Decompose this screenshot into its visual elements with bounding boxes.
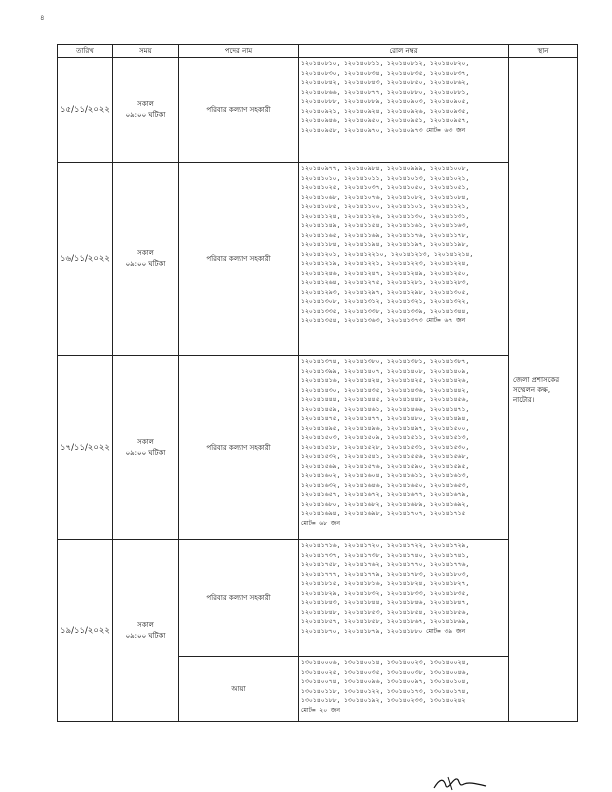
table-row	[58, 58, 578, 163]
time-period: সকাল	[137, 100, 154, 108]
table-row	[58, 163, 578, 356]
time-period: সকাল	[137, 620, 154, 629]
page-number: ৪	[40, 14, 45, 22]
post-name: আয়া	[179, 657, 299, 722]
roll-numbers	[299, 163, 509, 356]
post-name: পরিবার কল্যাণ সহকারী	[179, 58, 299, 163]
time-clock: ০৯:০০ ঘটিকা	[125, 448, 166, 457]
header-date: তারিখ	[58, 45, 113, 58]
post-name: পরিবার কল্যাণ সহকারী	[179, 163, 299, 356]
table-row	[58, 540, 578, 657]
exam-time	[113, 356, 179, 540]
roll-list: ১২০১৪১৩৭৪, ১২০১৪১৩৮০, ১২০১৪১৩৮১, ১২০১৪১৩৮৭, ১২০১৪১৩৯৯, ১২০১৪১৪০৭, ১২০১৪১৪০৮, ১২০১৪১৪০৯, ১২০১৪১৪১৬, ১২০১৪১৪২৪, ১২০১৪১৪২৫, ১২০১৪১৪২৬, ১২০১৪১৪৩০, ১২০১৪১৪৩৫, ১২০১৪১৪৩৬, ১২০১৪১৪৪২, ১২০১৪১৪৪৪, ১২০১৪১৪৪৫, ১২০১৪১৪৪৮, ১২০১৪১৪৫৬, ১২০১৪১৪৫৯, ১২০১৪১৪৬১, ১২০১৪১৪৬৬, ১২০১৪১৪৭১, ১২০১৪১৪৭৫, ১২০১৪১৪৭৭, ১২০১৪১৪৮০, ১২০১৪১৪৯৪, ১২০১৪১৪৯৫, ১২০১৪১৪৯৬, ১২০১৪১৪৯৭, ১২০১৪১৫০০, ১২০১৪১৫০৩, ১২০১৪১৫০৯, ১২০১৪১৫১১, ১২০১৪১৫১৩, ১২০১৪১৫১৮, ১২০১৪১৫২৮, ১২০১৪১৫৩১, ১২০১৪১৫৩০, ১২০১৪১৫৩২, ১২০১৪১৫৪১, ১২০১৪১৫৫৬, ১২০১৪১৫৬৮, ১২০১৪১৫৬৯, ১২০১৪১৫৭৬, ১২০১৪১৫৯০, ১২০১৪১৫৯৫, ১২০১৪১৬০২, ১২০১৪১৬০৪, ১২০১৪১৬১১, ১২০১৪১৬১৩, ১২০১৪১৬৩২, ১২০১৪১৬৪৬, ১২০১৪১৬৫০, ১২০১৪১৬৫৩, ১২০১৪১৬৫৭, ১২০১৪১৬৭২, ১২০১৪১৬৭৭, ১২০১৪১৬৭৯, ১২০১৪১৬৮০, ১২০১৪১৬৮২, ১২০১৪১৬৮৯, ১২০১৪১৬৯২, ১২০১৪১৬৯৪, ১২০১৪১৬৯৮, ১২০১৪১৭০৭, ১২০১৪১৭১৫ মোট= ৬৮ জন	[301, 358, 470, 527]
time-clock: ০৯:০০ ঘটিকা	[125, 111, 166, 119]
time-period: সকাল	[137, 437, 154, 446]
table-row	[58, 356, 578, 540]
header-roll: রোল নম্বর	[299, 45, 509, 58]
exam-time	[113, 58, 179, 163]
venue-line: জেলা প্রশাসকের	[513, 375, 560, 384]
roll-list: ১৩০১৪০০০৬, ১৩০১৪০০১৪, ১৩০১৪০০২৩, ১৩০১৪০০২৪, ১৩০১৪০০২৫, ১৩০১৪০০৩৫, ১৩০১৪০০৩৮, ১৩০১৪০০৪৬, ১৩০১৪০০৭৪, ১৩০১৪০০৯৬, ১৩০১৪০০৯৭, ১৩০১৪০১০৪, ১৩০১৪০১১৮, ১৩০১৪০১২২, ১৩০১৪০১৭৩, ১৩০১৪০১৭৪, ১৩০১৪০১৮৮, ১৩০১৪০১৯২, ১৩০১৪০২৩৩, ১৩০১৪০২৪২ মোট= ২০ জন	[301, 659, 470, 714]
signature	[430, 774, 490, 792]
post-name: পরিবার কল্যাণ সহকারী	[179, 540, 299, 657]
roll-numbers	[299, 540, 509, 657]
roll-numbers	[299, 657, 509, 722]
exam-time	[113, 163, 179, 356]
venue	[509, 58, 578, 722]
header-venue: স্থান	[509, 45, 578, 58]
exam-date: ১৯/১১/২০২২	[58, 540, 113, 722]
roll-list: ১২০১৪১৭১৬, ১২০১৪১৭২০, ১২০১৪১৭২২, ১২০১৪১৭২৯, ১২০১৪১৭৩৭, ১২০১৪১৭৩৮, ১২০১৪১৭৪০, ১২০১৪১৭৪১, ১২০১৪১৭৫৮, ১২০১৪১৭৬২, ১২০১৪১৭৭০, ১২০১৪১৭৭৬, ১২০১৪১৭৭৭, ১২০১৪১৭৭৯, ১২০১৪১৭৮৩, ১২০১৪১৮০৩, ১২০১৪১৮১৫, ১২০১৪১৮১৬, ১২০১৪১৮২৪, ১২০১৪১৮২৭, ১২০১৪১৮২৯, ১২০১৪১৮৩২, ১২০১৪১৮৩৩, ১২০১৪১৮৩৫, ১২০১৪১৮৪৩, ১২০১৪১৮৪৪, ১২০১৪১৮৪৬, ১২০১৪১৮৪৭, ১২০১৪১৮৪৮, ১২০১৪১৮৫৩, ১২০১৪১৮৫৪, ১২০১৪১৮৫৬, ১২০১৪১৮৫৭, ১২০১৪১৮৫৮, ১২০১৪১৮৬৭, ১২০১৪১৮৬৯, ১২০১৪১৮৭০, ১২০১৪১৮৭৯, ১২০১৪১৮৮০ মোট= ৩৯ জন	[301, 542, 470, 635]
roll-list: ১২০১৪০৯৭৭, ১২০১৪০৯৮৪, ১২০১৪০৯৯৯, ১২০১৪১০০৮, ১২০১৪১০১০, ১২০১৪১০১১, ১২০১৪১০১৩, ১২০১৪১০২১, ১২০১৪১০২৫, ১২০১৪১০৩৭, ১২০১৪১০৫০, ১২০১৪১০৫১, ১২০১৪১০৬৮, ১২০১৪১০৭৬, ১২০১৪১০৮২, ১২০১৪১০৮৪, ১২০১৪১০৮৫, ১২০১৪১১০০, ১২০১৪১১০১, ১২০১৪১১২১, ১২০১৪১১২৪, ১২০১৪১১২৬, ১২০১৪১১৩০, ১২০১৪১১৩১, ১২০১৪১১৪৯, ১২০১৪১১৫৪, ১২০১৪১১৬১, ১২০১৪১১৬৩, ১২০১৪১১৬৫, ১২০১৪১১৬৯, ১২০১৪১১৭৬, ১২০১৪১১৭৮, ১২০১৪১১৮৪, ১২০১৪১১৯৪, ১২০১৪১১৯৭, ১২০১৪১১৯৮, ১২০১৪১২০১, ১২০১৪১২২১০, ১২০১৪১২১৩, ১২০১৪১২১৪, ১২০১৪১২১৯, ১২০১৪১২২১, ১২০১৪১২২৩, ১২০১৪১২২৪, ১২০১৪১২৪৬, ১২০১৪১২৪৭, ১২০১৪১২৪৯, ১২০১৪১২৫০, ১২০১৪১২৬৪, ১২০১৪১২৭৫, ১২০১৪১২৮১, ১২০১৪১২৮৩, ১২০১৪১২৯৩, ১২০১৪১২৯৭, ১২০১৪১২৯৮, ১২০১৪১৩০৫, ১২০১৪১৩০৮, ১২০১৪১৩১২, ১২০১৪১৩২১, ১২০১৪১৩২২, ১২০১৪১৩৩৫, ১২০১৪১৩৩৮, ১২০১৪১৩৩৯, ১২০১৪১৩৪৪, ১২০১৪১৩৫৪, ১২০১৪১৩৬৩, ১২০১৪১৩৭৩ মোট= ৬৭ জন	[301, 165, 474, 324]
exam-schedule-table	[57, 44, 578, 722]
exam-date: ১৬/১১/২০২২	[58, 163, 113, 356]
header-row	[58, 45, 578, 58]
time-period: সকাল	[137, 249, 154, 257]
venue-line: সম্মেলন কক্ষ,	[513, 385, 551, 394]
roll-numbers	[299, 58, 509, 163]
time-clock: ০৯:০০ ঘটিকা	[125, 260, 166, 268]
roll-list: ১২০১৪০৮১০, ১২০১৪০৮১১, ১২০১৪০৮১২, ১২০১৪০৮২০, ১২০১৪০৮৩০, ১২০১৪০৮৩৪, ১২০১৪০৮৩৫, ১২০১৪০৮৩৭, ১২০১৪০৮৪২, ১২০১৪০৮৪৩, ১২০১৪০৮৫০, ১২০১৪০৮৬২, ১২০১৪০৮৬৬, ১২০১৪০৮৭৭, ১২০১৪০৮৮০, ১২০১৪০৮৮১, ১২০১৪০৮৮৮, ১২০১৪০৮৮৯, ১২০১৪০৯০৩, ১২০১৪০৯০৫, ১২০১৪০৯২১, ১২০১৪০৯২৪, ১২০১৪০৯২৬, ১২০১৪০৯৩৫, ১২০১৪০৯৪৬, ১২০১৪০৯৫০, ১২০১৪০৯৫১, ১২০১৪০৯৫৭, ১২০১৪০৯৫৮, ১২০১৪০৯৭০, ১২০১৪০৯৭৩ মোট= ৬৩ জন	[301, 60, 470, 134]
roll-numbers	[299, 356, 509, 540]
exam-date: ১৫/১১/২০২২	[58, 58, 113, 163]
header-time: সময়	[113, 45, 179, 58]
exam-date: ১৭/১১/২০২২	[58, 356, 113, 540]
exam-time	[113, 540, 179, 722]
time-clock: ০৯:০০ ঘটিকা	[125, 631, 166, 640]
header-post: পদের নাম	[179, 45, 299, 58]
venue-line: নাটোর।	[513, 395, 535, 404]
post-name: পরিবার কল্যাণ সহকারী	[179, 356, 299, 540]
